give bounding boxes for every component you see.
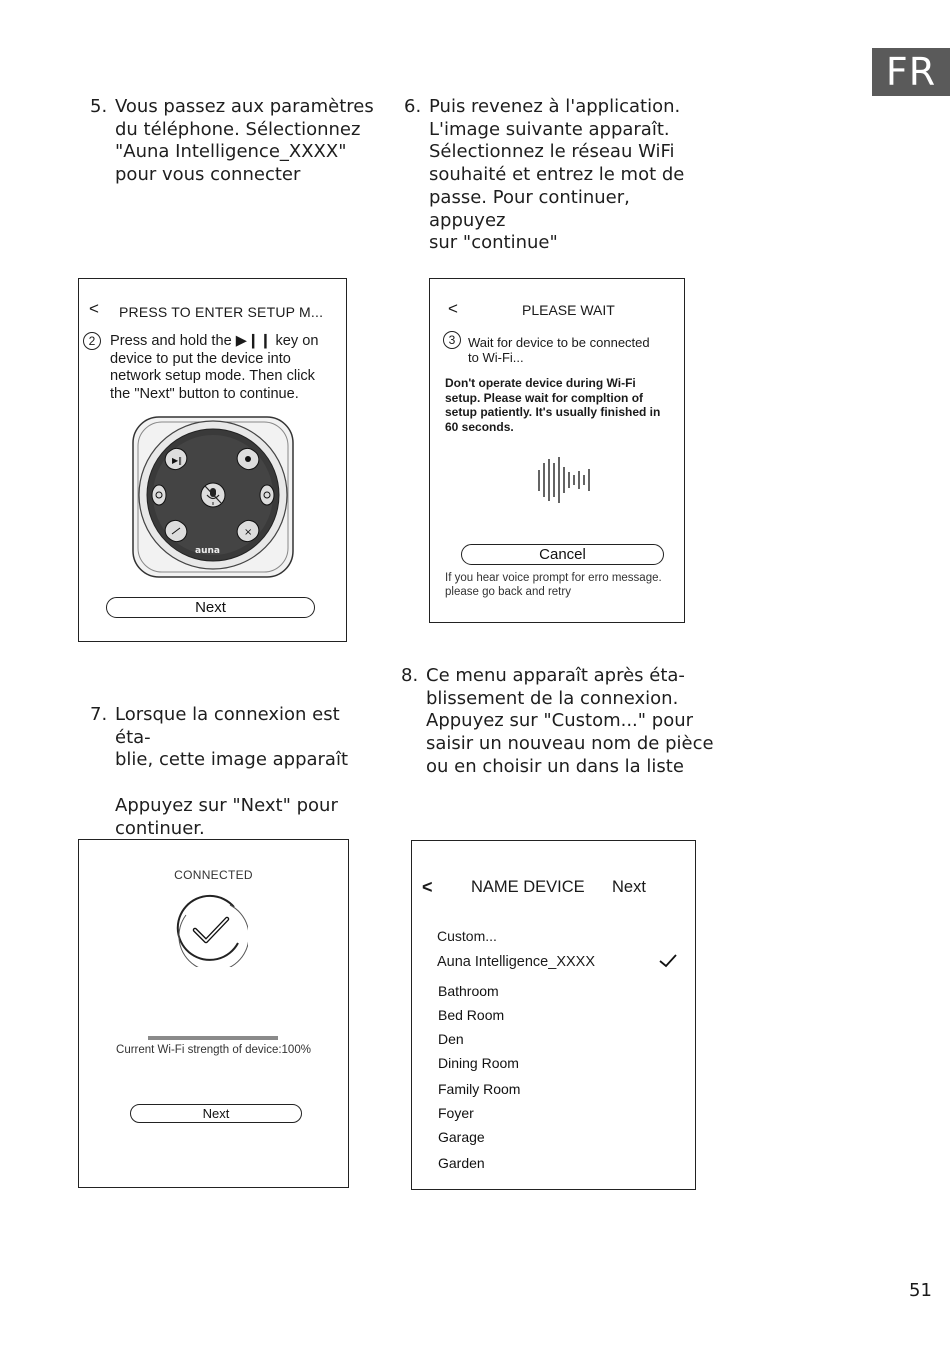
instruction-line: network setup mode. Then click <box>110 368 315 385</box>
step-text <box>115 96 375 187</box>
svg-text:▶‖: ▶‖ <box>172 456 183 465</box>
room-list-item[interactable]: Dining Room <box>438 1055 519 1071</box>
language-tab <box>872 48 950 96</box>
footer-line: please go back and retry <box>445 586 571 598</box>
page-number: 51 <box>909 1280 932 1301</box>
screen-title: PRESS TO ENTER SETUP M... <box>119 304 324 320</box>
room-list-item[interactable]: Bed Room <box>438 1007 505 1023</box>
step-line: Puis revenez à l'application. <box>429 96 681 117</box>
please-wait-screen <box>429 278 685 623</box>
step-number: 5. <box>90 96 108 117</box>
warning-line: setup patiently. It's usually finished in <box>445 405 661 420</box>
sound-wave-icon <box>536 455 592 505</box>
back-chevron-icon[interactable]: < <box>448 299 458 318</box>
wifi-strength-text: Current Wi-Fi strength of device:100% <box>116 1044 311 1056</box>
step-line: Vous passez aux paramètres <box>115 96 374 117</box>
step-number: 7. <box>90 704 108 725</box>
step-number: 6. <box>404 96 422 117</box>
step-number: 8. <box>401 665 419 686</box>
screen-title: PLEASE WAIT <box>522 302 615 318</box>
step-line: Lorsque la connexion est éta- <box>115 704 340 748</box>
step-line: passe. Pour continuer, appuyez <box>429 186 630 231</box>
step-line: to Wi-Fi... <box>468 350 524 365</box>
step-line: blie, cette image apparaît <box>115 749 349 771</box>
room-list-item[interactable]: Foyer <box>438 1105 474 1121</box>
name-device-screen <box>411 840 696 1190</box>
room-list-item[interactable]: Bathroom <box>438 983 499 999</box>
step-line: pour vous connecter <box>115 164 301 186</box>
step-line: du téléphone. Sélectionnez <box>115 118 361 140</box>
step-line: Sélectionnez le réseau WiFi <box>429 141 675 163</box>
screen-title: NAME DEVICE <box>471 878 585 896</box>
brand-logo: auna <box>195 546 220 556</box>
room-list-item[interactable]: Family Room <box>438 1081 521 1097</box>
step-line: blissement de la connexion. <box>426 687 679 709</box>
back-chevron-icon[interactable]: < <box>89 299 99 318</box>
device-illustration <box>129 413 297 581</box>
progress-fill <box>148 1036 278 1040</box>
next-button[interactable] <box>106 597 315 618</box>
instruction-line: device to put the device into <box>110 350 291 367</box>
step-line: Appuyez sur "Next" pour <box>115 794 338 816</box>
step-text <box>115 704 375 840</box>
cancel-button[interactable] <box>461 544 664 565</box>
setup-mode-screen <box>78 278 347 642</box>
next-label: Next <box>202 1106 230 1121</box>
step-line: "Auna Intelligence_XXXX" <box>115 141 347 163</box>
footer-line: If you hear voice prompt for erro message. <box>445 572 662 584</box>
back-chevron-icon[interactable]: < <box>422 877 433 897</box>
warning-line: setup. Please wait for compltion of <box>445 390 644 405</box>
warning-text <box>445 376 660 435</box>
step-line: Appuyez sur "Custom..." pour <box>426 710 694 732</box>
language-label: FR <box>885 50 937 94</box>
instruction-line: Press and hold the ▶❙❙ key on <box>110 333 319 349</box>
instruction-text <box>110 333 318 403</box>
selected-device-item[interactable]: Auna Intelligence_XXXX <box>437 954 595 970</box>
next-label: Next <box>195 599 226 616</box>
custom-item[interactable]: Custom... <box>437 928 497 944</box>
connected-screen <box>78 839 349 1188</box>
svg-text:×: × <box>244 527 253 538</box>
room-list-item[interactable]: Garden <box>438 1155 485 1171</box>
room-list-item[interactable]: Den <box>438 1031 464 1047</box>
cancel-label: Cancel <box>539 546 586 563</box>
step-line: saisir un nouveau nom de pièce <box>426 733 714 755</box>
step-text <box>468 335 650 365</box>
checkmark-circle-icon <box>174 893 248 967</box>
step-line: ou en choisir un dans la liste <box>426 755 684 777</box>
screen-title: CONNECTED <box>174 868 253 882</box>
warning-line: Don't operate device during Wi-Fi <box>445 376 636 390</box>
step-line: souhaité et entrez le mot de <box>429 164 685 186</box>
progress-bar <box>148 1036 278 1040</box>
step-text <box>429 96 709 255</box>
next-button[interactable] <box>130 1104 302 1123</box>
step-line: Ce menu apparaît après éta- <box>426 665 685 686</box>
step-line: sur "continue" <box>429 232 558 254</box>
check-icon <box>658 953 678 969</box>
step-line: continuer. <box>115 817 205 839</box>
step-line: Wait for device to be connected <box>468 335 650 350</box>
step-line: L'image suivante apparaît. <box>429 118 670 140</box>
step-text <box>426 665 716 779</box>
room-list-item[interactable]: Garage <box>438 1129 485 1145</box>
next-link[interactable]: Next <box>612 878 646 896</box>
warning-line: 60 seconds. <box>445 420 514 435</box>
step-number-badge: 3 <box>443 331 461 349</box>
instruction-line: the "Next" button to continue. <box>110 385 299 402</box>
footer-note <box>445 571 662 599</box>
step-number-badge: 2 <box>83 332 101 350</box>
